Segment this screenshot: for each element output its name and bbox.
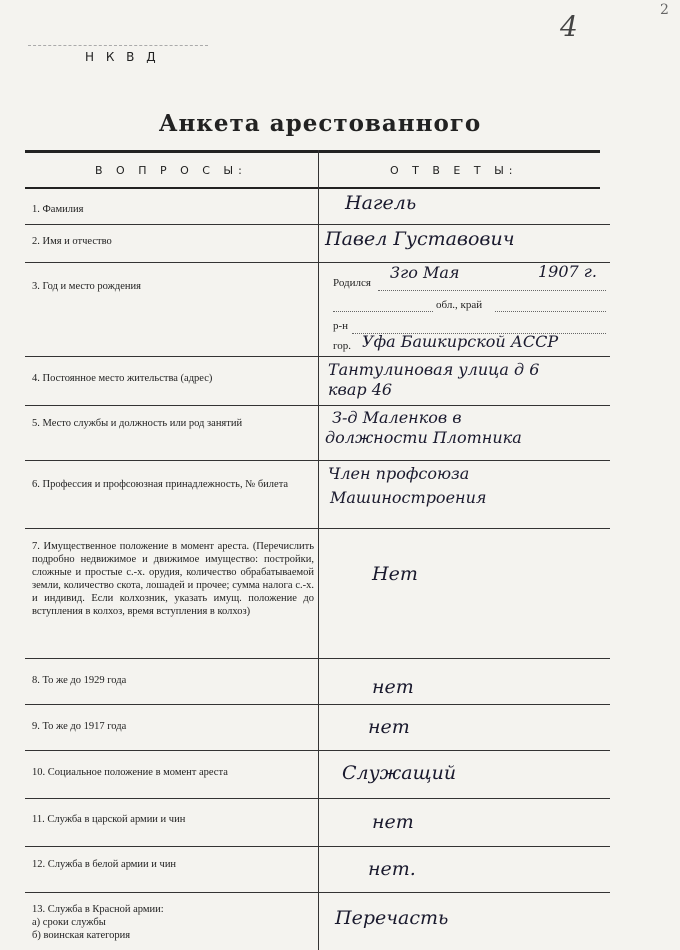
answer-property: Нет bbox=[372, 563, 418, 585]
district-label: р-н bbox=[333, 320, 349, 332]
answer-property-1917: нет bbox=[368, 716, 410, 738]
answer-workplace-line1: З-д Маленков в bbox=[332, 408, 462, 427]
answer-surname: Нагель bbox=[345, 192, 417, 214]
row-separator bbox=[25, 750, 610, 751]
row-separator bbox=[25, 798, 610, 799]
answer-social-status: Служащий bbox=[342, 762, 457, 784]
answer-name-patronymic: Павел Густавович bbox=[325, 228, 515, 250]
row-separator bbox=[25, 892, 610, 893]
answer-birth-year: 1907 г. bbox=[538, 262, 597, 281]
city-label: гор. bbox=[333, 340, 351, 352]
region-dotted-line-2 bbox=[495, 311, 606, 312]
question-social-status: 10. Социальное положение в момент ареста bbox=[32, 767, 228, 778]
question-red-army: 13. Служба в Красной армии: а) сроки службы б) воинская категория bbox=[32, 904, 164, 941]
row-separator bbox=[25, 262, 610, 263]
question-white-army: 12. Служба в белой армии и чин bbox=[32, 859, 177, 870]
question-property: 7. Имущественное положение в момент ареста. (Перечислить подробно недвижимое и движимое имущество: постройки, сложные и простые с.-х. орудия, количество обрабатываемой земли, количество скота, лошадей и прочее; сумма налога с.-х. и индивид. Если колхозник, указать имущ. положение до вступления в колхоз, время вступления в колхоз) bbox=[32, 541, 314, 617]
page-number-handwritten: 4 bbox=[560, 10, 578, 43]
agency-label: Н К В Д bbox=[85, 50, 160, 64]
corner-tick-mark: 2 bbox=[660, 2, 669, 18]
questions-column-header: В О П Р О С Ы: bbox=[95, 164, 247, 177]
region-dotted-line bbox=[333, 311, 433, 312]
row-separator bbox=[25, 405, 610, 406]
question-property-1917: 9. То же до 1917 года bbox=[32, 721, 127, 732]
answers-column-header: О Т В Е Т Ы: bbox=[390, 164, 518, 177]
row-separator bbox=[25, 704, 610, 705]
answer-birth-date: 3го Мая bbox=[390, 263, 460, 282]
row-separator bbox=[25, 460, 610, 461]
header-bottom-rule bbox=[25, 187, 600, 189]
answer-white-army: нет. bbox=[368, 858, 416, 880]
row-separator bbox=[25, 846, 610, 847]
answer-residence-line2: квар 46 bbox=[328, 380, 393, 399]
row-separator bbox=[25, 356, 610, 357]
top-dashed-line bbox=[28, 45, 208, 46]
question-birth: 3. Год и место рождения bbox=[32, 281, 141, 292]
answer-property-1929: нет bbox=[372, 676, 414, 698]
document-title: Анкета арестованного bbox=[158, 110, 482, 137]
question-workplace: 5. Место службы и должность или род занятий bbox=[32, 418, 243, 429]
row-separator bbox=[25, 658, 610, 659]
header-top-rule bbox=[25, 150, 600, 153]
question-surname: 1. Фамилия bbox=[32, 204, 84, 215]
column-divider bbox=[318, 150, 319, 950]
answer-profession-line2: Машиностроения bbox=[330, 488, 487, 507]
born-label: Родился bbox=[333, 277, 371, 289]
answer-residence-line1: Тантулиновая улица д 6 bbox=[328, 360, 540, 379]
answer-tsarist-army: нет bbox=[372, 811, 414, 833]
question-tsarist-army: 11. Служба в царской армии и чин bbox=[32, 814, 186, 825]
question-name-patronymic: 2. Имя и отчество bbox=[32, 236, 112, 247]
question-profession: 6. Профессия и профсоюзная принадлежность, № билета bbox=[32, 479, 289, 490]
answer-profession-line1: Член профсоюза bbox=[328, 464, 470, 483]
answer-red-army: Перечасть bbox=[335, 907, 449, 929]
region-label: обл., край bbox=[436, 299, 483, 311]
row-separator bbox=[25, 528, 610, 529]
born-dotted-line bbox=[378, 290, 606, 291]
answer-workplace-line2: должности Плотника bbox=[325, 428, 522, 447]
question-property-1929: 8. То же до 1929 года bbox=[32, 675, 127, 686]
question-residence: 4. Постоянное место жительства (адрес) bbox=[32, 373, 213, 384]
answer-birth-city: Уфа Башкирской АССР bbox=[362, 332, 559, 351]
row-separator bbox=[25, 224, 610, 225]
